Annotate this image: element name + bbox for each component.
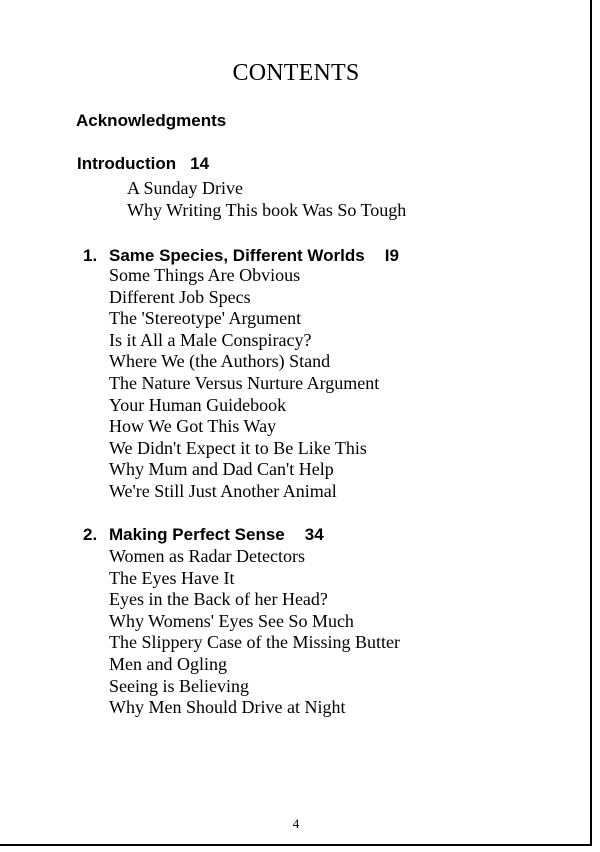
chapter-1-number: 1. <box>83 246 98 265</box>
list-item: Where We (the Authors) Stand <box>109 351 331 372</box>
introduction-heading <box>77 154 209 174</box>
page-title: CONTENTS <box>232 60 360 86</box>
chapter-1-heading <box>83 246 399 266</box>
list-item: Your Human Guidebook <box>109 394 287 415</box>
list-item: Why Men Should Drive at Night <box>109 697 346 718</box>
chapter-2-page-ref: 34 <box>304 525 324 544</box>
introduction-items <box>127 178 406 221</box>
introduction-page-ref: 14 <box>190 154 210 173</box>
list-item: Why Writing This book Was So Tough <box>127 199 407 220</box>
acknowledgments-heading: Acknowledgments <box>76 111 227 130</box>
chapter-2-title: Making Perfect Sense <box>109 525 285 544</box>
list-item: Eyes in the Back of her Head? <box>109 589 328 610</box>
list-item: The Nature Versus Nurture Argument <box>109 372 380 393</box>
chapter-2-number: 2. <box>83 525 98 544</box>
list-item: Different Job Specs <box>109 286 251 307</box>
list-item: The Eyes Have It <box>109 567 235 588</box>
list-item: Seeing is Believing <box>109 675 249 696</box>
page-number: 4 <box>292 816 300 831</box>
chapter-1-page-ref: I9 <box>384 246 399 265</box>
list-item: A Sunday Drive <box>127 178 243 198</box>
list-item: How We Got This Way <box>109 416 277 437</box>
list-item: We're Still Just Another Animal <box>109 480 337 501</box>
introduction-label: Introduction <box>77 154 177 173</box>
chapter-2-heading <box>83 525 324 545</box>
list-item: Men and Ogling <box>109 653 227 674</box>
list-item: Is it All a Male Conspiracy? <box>109 329 312 350</box>
list-item: Why Mum and Dad Can't Help <box>109 459 334 480</box>
list-item: Some Things Are Obvious <box>109 265 301 285</box>
list-item: The Slippery Case of the Missing Butter <box>109 632 400 653</box>
list-item: We Didn't Expect it to Be Like This <box>109 437 367 458</box>
chapter-1-title: Same Species, Different Worlds <box>109 246 365 265</box>
list-item: Why Womens' Eyes See So Much <box>109 610 354 631</box>
list-item: The 'Stereotype' Argument <box>109 308 302 329</box>
list-item: Women as Radar Detectors <box>109 546 305 566</box>
chapter-2-items <box>109 546 400 719</box>
chapter-1-items <box>109 265 379 503</box>
